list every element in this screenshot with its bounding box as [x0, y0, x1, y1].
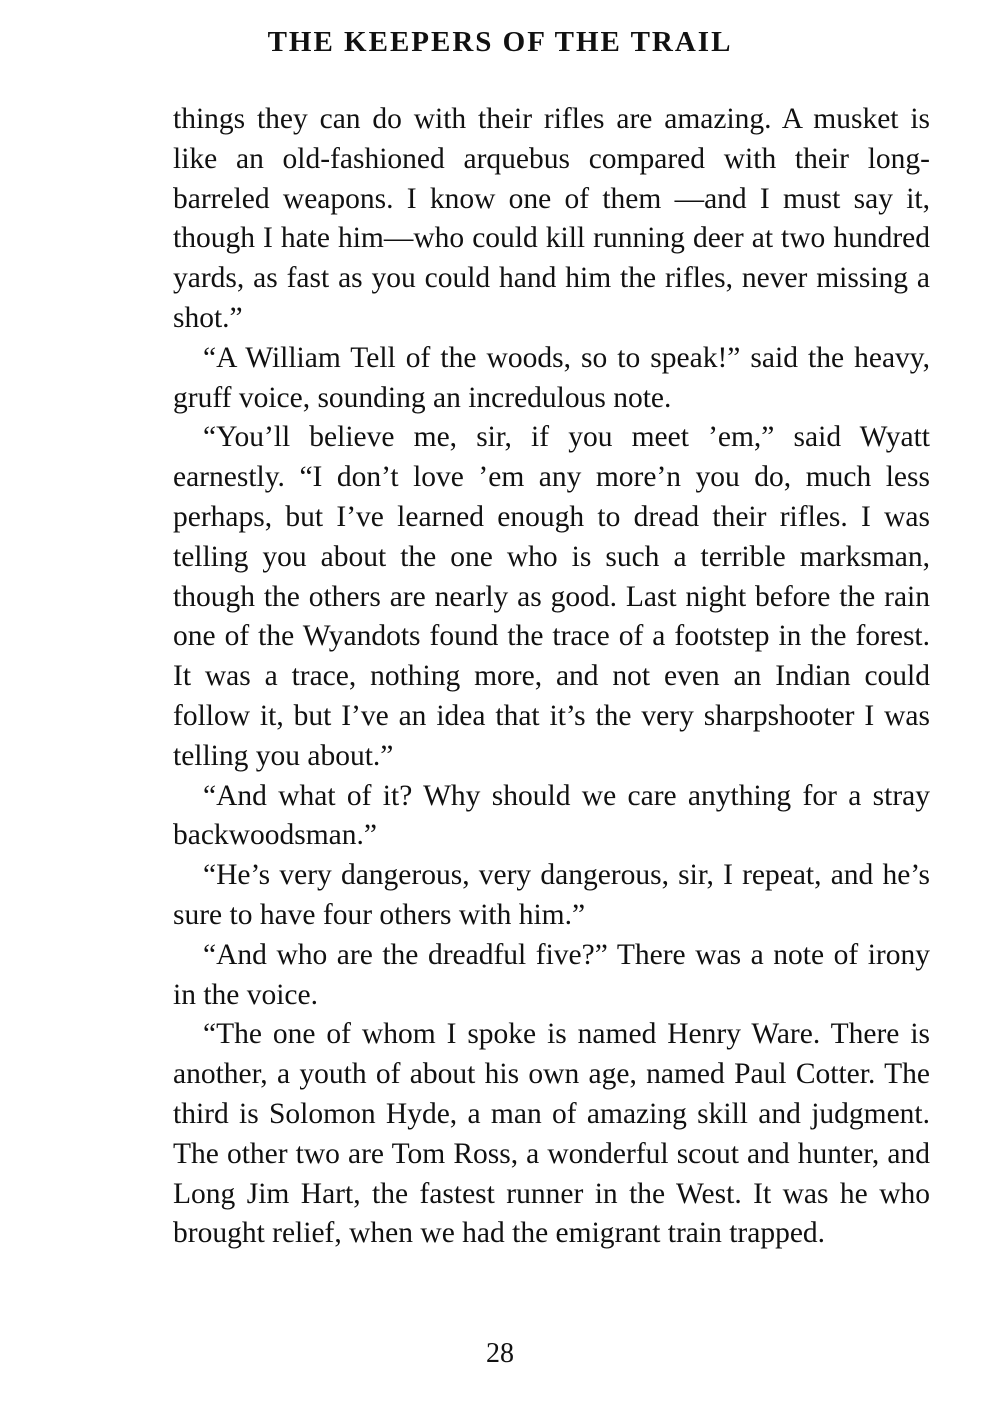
body-text: [173, 100, 930, 1254]
paragraph: “You’ll believe me, sir, if you meet ’em,” said Wyatt earnestly. “I don’t love ’em any more’n you do, much less perhaps, but I’ve learned enough to dread their rifles. I was telling you about the one who is such a terrible marksman, though the others are nearly as good. Last night before the rain one of the Wyandots found the trace of a footstep in the forest. It was a trace, nothing more, and not even an Indian could follow it, but I’ve an idea that it’s the very sharpshooter I was telling you about.”: [173, 421, 930, 772]
running-title: THE KEEPERS OF THE TRAIL: [267, 26, 733, 58]
paragraph: “And who are the dreadful five?” There was a note of irony in the voice.: [173, 938, 930, 1011]
page-number: 28: [486, 1338, 514, 1369]
paragraph: “The one of whom I spoke is named Henry Ware. There is another, a youth of about his own age, named Paul Cotter. The third is Solomon Hyde, a man of amazing skill and judgment. The other two are Tom Ross, a wonderful scout and hunter, and Long Jim Hart, the fastest runner in the West. It was he who brought relief, when we had the emigrant train trapped.: [173, 1018, 930, 1250]
paragraph: “A William Tell of the woods, so to speak!” said the heavy, gruff voice, sounding an incredulous note.: [173, 341, 930, 414]
paragraph: “He’s very dangerous, very dangerous, sir, I repeat, and he’s sure to have four others with him.”: [173, 859, 930, 931]
paragraph: things they can do with their rifles are amazing. A musket is like an old-fashioned arquebus compared with their long-barreled weapons. I know one of them —and I must say it, though I hate him—who could kill running deer at two hundred yards, as fast as you could hand him the rifles, never missing a shot.”: [173, 103, 930, 334]
paragraph: “And what of it? Why should we care anything for a stray backwoodsman.”: [173, 779, 930, 852]
